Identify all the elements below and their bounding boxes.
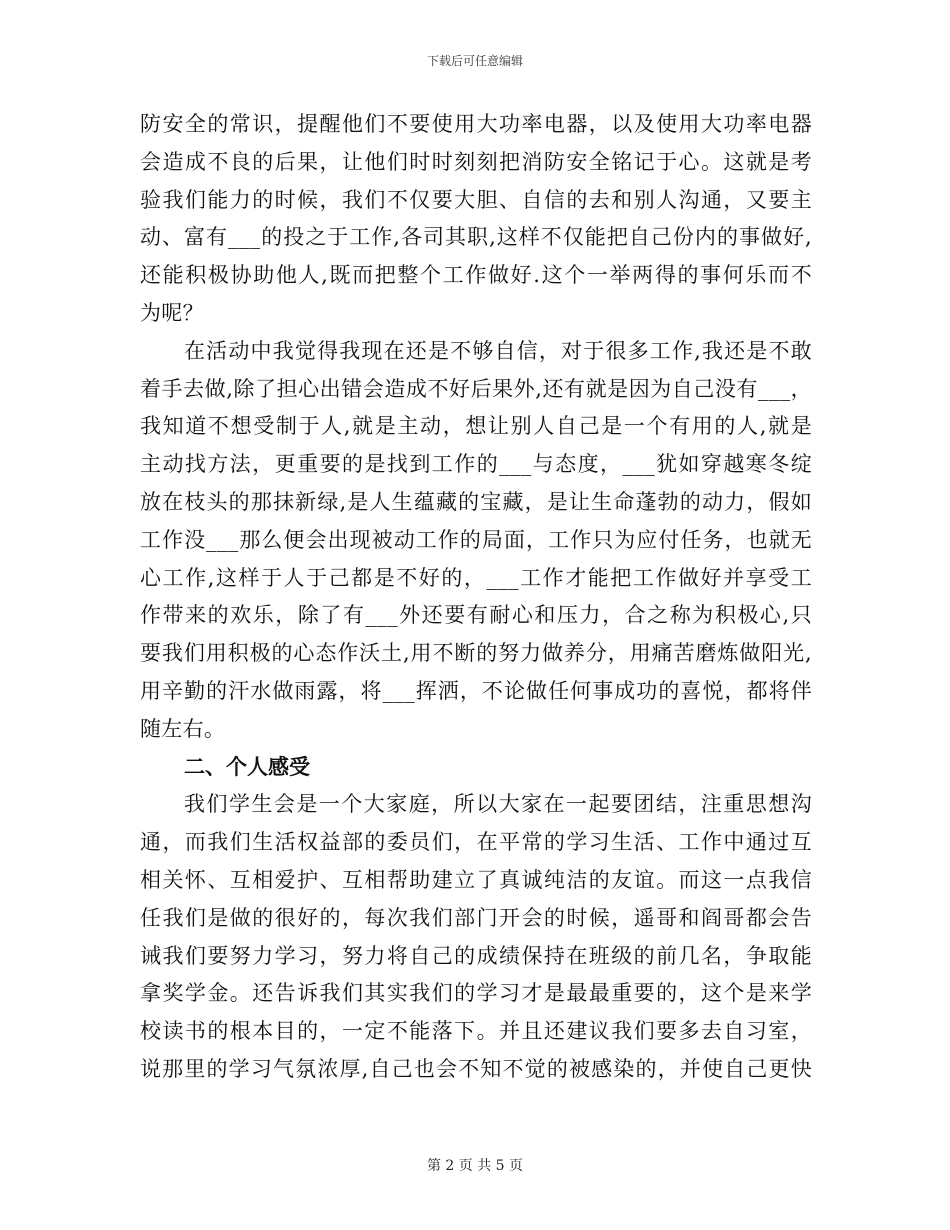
body-line: 放在枝头的那抹新绿,是人生蕴藏的宝藏，是让生命蓬勃的动力，假如 bbox=[140, 489, 812, 514]
body-line: 还能积极协助他人,既而把整个工作做好.这个一举两得的事何乐而不 bbox=[140, 263, 812, 288]
body-line: 通，而我们生活权益部的委员们，在平常的学习生活、工作中通过互 bbox=[140, 830, 812, 855]
body-line: 说那里的学习气氛浓厚,自己也会不知不觉的被感染的，并使自己更快 bbox=[140, 1056, 812, 1081]
body-line: 随左右。 bbox=[140, 716, 226, 741]
body-line: 要我们用积极的心态作沃土,用不断的努力做养分，用痛苦磨炼做阳光, bbox=[140, 641, 812, 666]
body-line: 主动找方法，更重要的是找到工作的___与态度，___犹如穿越寒冬绽 bbox=[140, 452, 812, 477]
body-line: 我知道不想受制于人,就是主动，想让别人自己是一个有用的人,就是 bbox=[140, 414, 812, 439]
body-line: 拿奖学金。还告诉我们其实我们的学习才是最最重要的，这个是来学 bbox=[140, 981, 812, 1006]
body-line: 校读书的根本目的，一定不能落下。并且还建议我们要多去自习室， bbox=[140, 1019, 812, 1044]
body-line: 作带来的欢乐，除了有___外还要有耐心和压力，合之称为积极心,只 bbox=[140, 603, 812, 628]
body-line: 诫我们要努力学习，努力将自己的成绩保持在班级的前几名，争取能 bbox=[140, 943, 812, 968]
body-line: 为呢？ bbox=[140, 300, 204, 325]
paragraph-first-line: 在活动中我觉得我现在还是不够自信，对于很多工作,我还是不敢 bbox=[184, 338, 812, 363]
page-number: 第 2 页 共 5 页 bbox=[426, 1158, 524, 1174]
body-line: 任我们是做的很好的，每次我们部门开会的时候，遥哥和阎哥都会告 bbox=[140, 905, 812, 930]
body-line: 心工作,这样于人于己都是不好的，___工作才能把工作做好并享受工 bbox=[140, 565, 812, 590]
body-line: 防安全的常识，提醒他们不要使用大功率电器，以及使用大功率电器 bbox=[140, 112, 812, 136]
body-line: 着手去做,除了担心出错会造成不好后果外,还有就是因为自己没有___， bbox=[140, 376, 812, 401]
body-line: 相关怀、互相爱护、互相帮助建立了真诚纯洁的友谊。而这一点我信 bbox=[140, 867, 812, 892]
paragraph-first-line: 我们学生会是一个大家庭，所以大家在一起要团结，注重思想沟 bbox=[184, 792, 812, 817]
document-body bbox=[140, 106, 812, 1089]
page-header-note: 下载后可任意编辑 bbox=[426, 54, 523, 68]
section-heading: 二、个人感受 bbox=[184, 754, 310, 779]
body-line: 会造成不良的后果，让他们时时刻刻把消防安全铭记于心。这就是考 bbox=[140, 149, 812, 174]
body-line: 用辛勤的汗水做雨露，将___挥洒，不论做任何事成功的喜悦，都将伴 bbox=[140, 678, 812, 703]
body-line: 工作没___那么便会出现被动工作的局面，工作只为应付任务，也就无 bbox=[140, 527, 812, 552]
body-line: 动、富有___的投之于工作,各司其职,这样不仅能把自己份内的事做好, bbox=[140, 225, 812, 250]
body-line: 验我们能力的时候，我们不仅要大胆、自信的去和别人沟通，又要主 bbox=[140, 187, 812, 212]
